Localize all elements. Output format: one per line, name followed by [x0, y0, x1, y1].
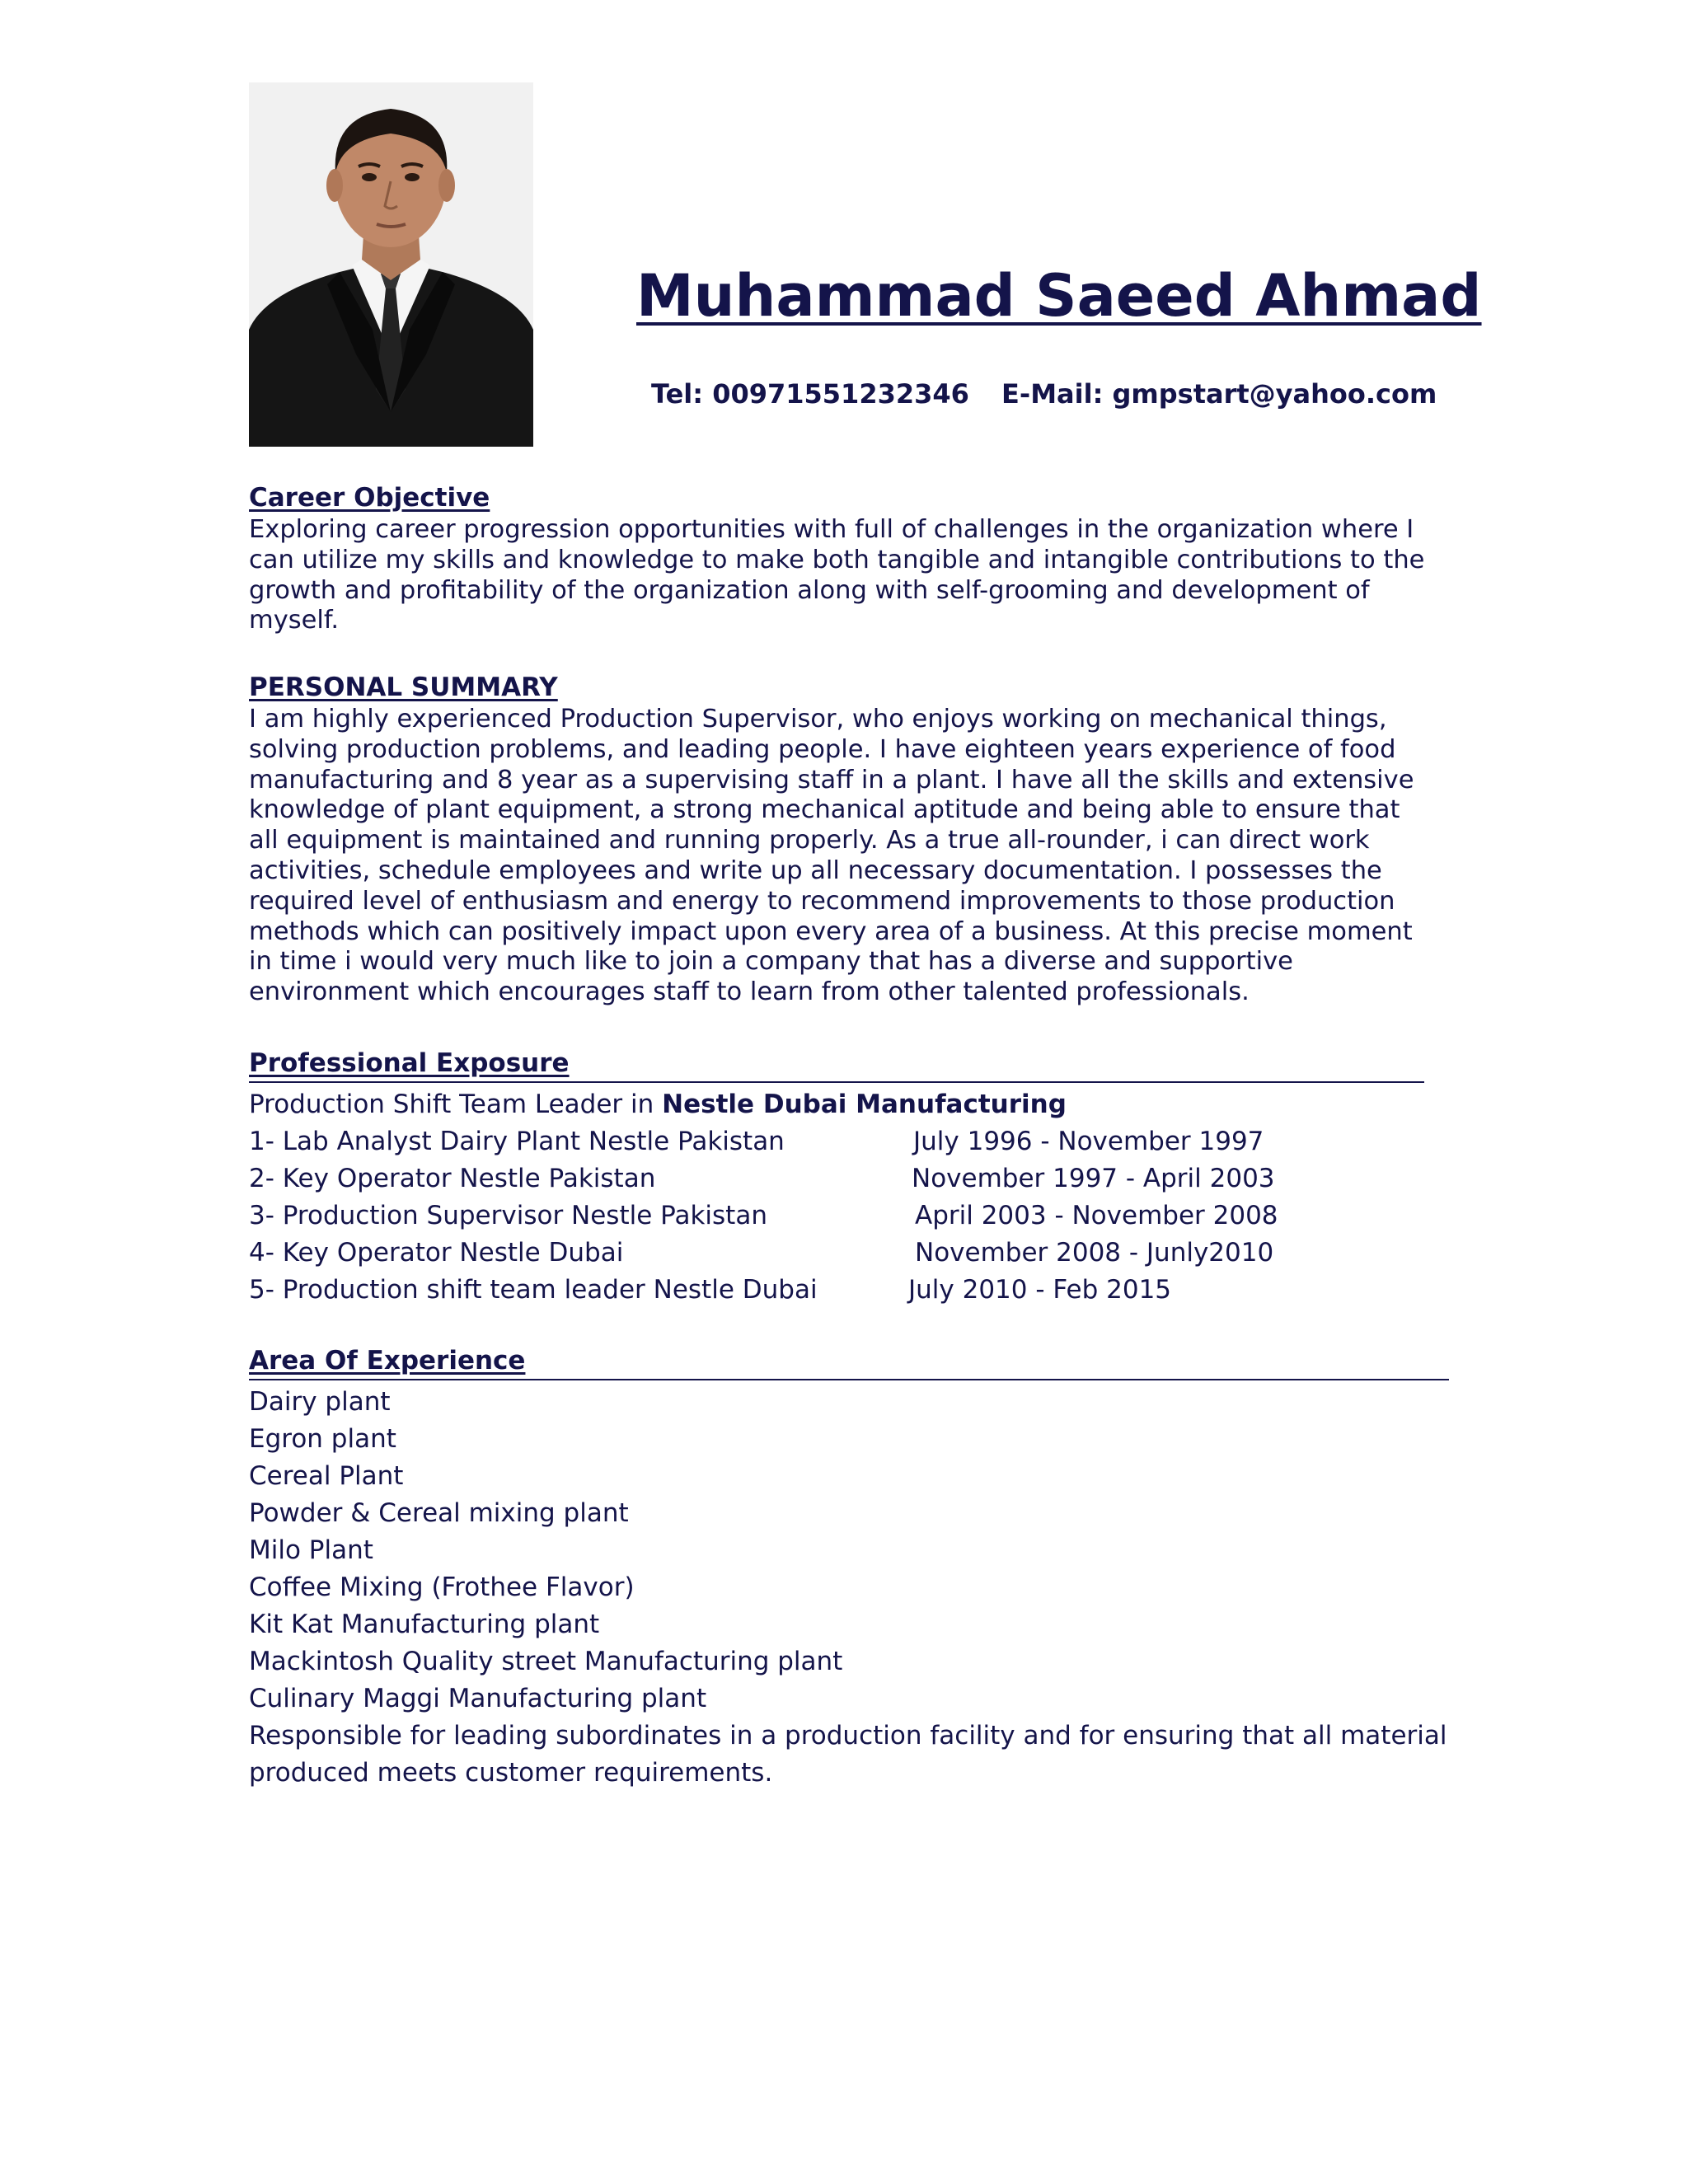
career-objective-text: Exploring career progression opportunities with full of challenges in the organization where I can utilize my skills and knowledge to make both tangible and intangible contributions to the growth and profitability of the organization along with self-grooming and development of myself. — [249, 515, 1425, 635]
email-address: E-Mail: gmpstart@yahoo.com — [1001, 378, 1437, 410]
role-dates: November 2008 - Junly2010 — [915, 1238, 1274, 1268]
experience-item: Culinary Maggi Manufacturing plant — [249, 1684, 707, 1713]
candidate-name: Muhammad Saeed Ahmad — [636, 262, 1482, 330]
role-dates: July 2010 - Feb 2015 — [908, 1275, 1172, 1305]
area-of-experience-header — [249, 1346, 1449, 1380]
profile-photo — [249, 82, 533, 447]
phone-number: Tel: 00971551232346 — [651, 378, 969, 410]
role-item: 5- Production shift team leader Nestle Dubai — [249, 1275, 818, 1305]
experience-item: Cereal Plant — [249, 1461, 404, 1491]
experience-item: Mackintosh Quality street Manufacturing plant — [249, 1647, 843, 1676]
responsibility-text-line-1: Responsible for leading subordinates in a production facility and for ensuring that all material — [249, 1721, 1447, 1750]
experience-item: Milo Plant — [249, 1535, 373, 1565]
experience-item: Powder & Cereal mixing plant — [249, 1498, 629, 1528]
role-item: 3- Production Supervisor Nestle Pakistan — [249, 1201, 767, 1230]
contact-line — [651, 378, 1437, 410]
professional-exposure-heading: Professional Exposure — [249, 1048, 570, 1078]
role-item: 4- Key Operator Nestle Dubai — [249, 1238, 624, 1268]
current-company: Nestle Dubai Manufacturing — [662, 1090, 1067, 1119]
current-position — [249, 1090, 1067, 1119]
professional-exposure-header — [249, 1048, 1424, 1083]
personal-summary-heading: PERSONAL SUMMARY — [249, 673, 558, 702]
career-objective-heading: Career Objective — [249, 483, 490, 513]
responsibility-text-line-2: produced meets customer requirements. — [249, 1758, 773, 1788]
role-dates: April 2003 - November 2008 — [915, 1201, 1278, 1230]
role-dates: November 1997 - April 2003 — [912, 1164, 1275, 1193]
experience-item: Kit Kat Manufacturing plant — [249, 1610, 600, 1639]
area-of-experience-heading: Area Of Experience — [249, 1346, 526, 1376]
role-dates: July 1996 - November 1997 — [913, 1127, 1264, 1156]
personal-summary-text: I am highly experienced Production Supervisor, who enjoys working on mechanical things, solving production problems, and leading people. I have eighteen years experience of food manufacturing and 8 year as a supervising staff in a plant. I have all the skills and extensive knowledge of plant equipment, a strong mechanical aptitude and being able to ensure that all equipment is maintained and running properly. As a true all-rounder, i can direct work activities, schedule employees and write up all necessary documentation. I possesses the required level of enthusiasm and energy to recommend improvements to those production methods which can positively impact upon every area of a business. At this precise moment in time i would very much like to join a company that has a diverse and supportive environment which encourages staff to learn from other talented professionals. — [249, 705, 1414, 1007]
role-item: 2- Key Operator Nestle Pakistan — [249, 1164, 656, 1193]
role-item: 1- Lab Analyst Dairy Plant Nestle Pakistan — [249, 1127, 785, 1156]
experience-item: Coffee Mixing (Frothee Flavor) — [249, 1572, 635, 1602]
experience-item: Dairy plant — [249, 1387, 391, 1417]
current-position-label: Production Shift Team Leader in — [249, 1090, 654, 1119]
experience-item: Egron plant — [249, 1424, 396, 1454]
